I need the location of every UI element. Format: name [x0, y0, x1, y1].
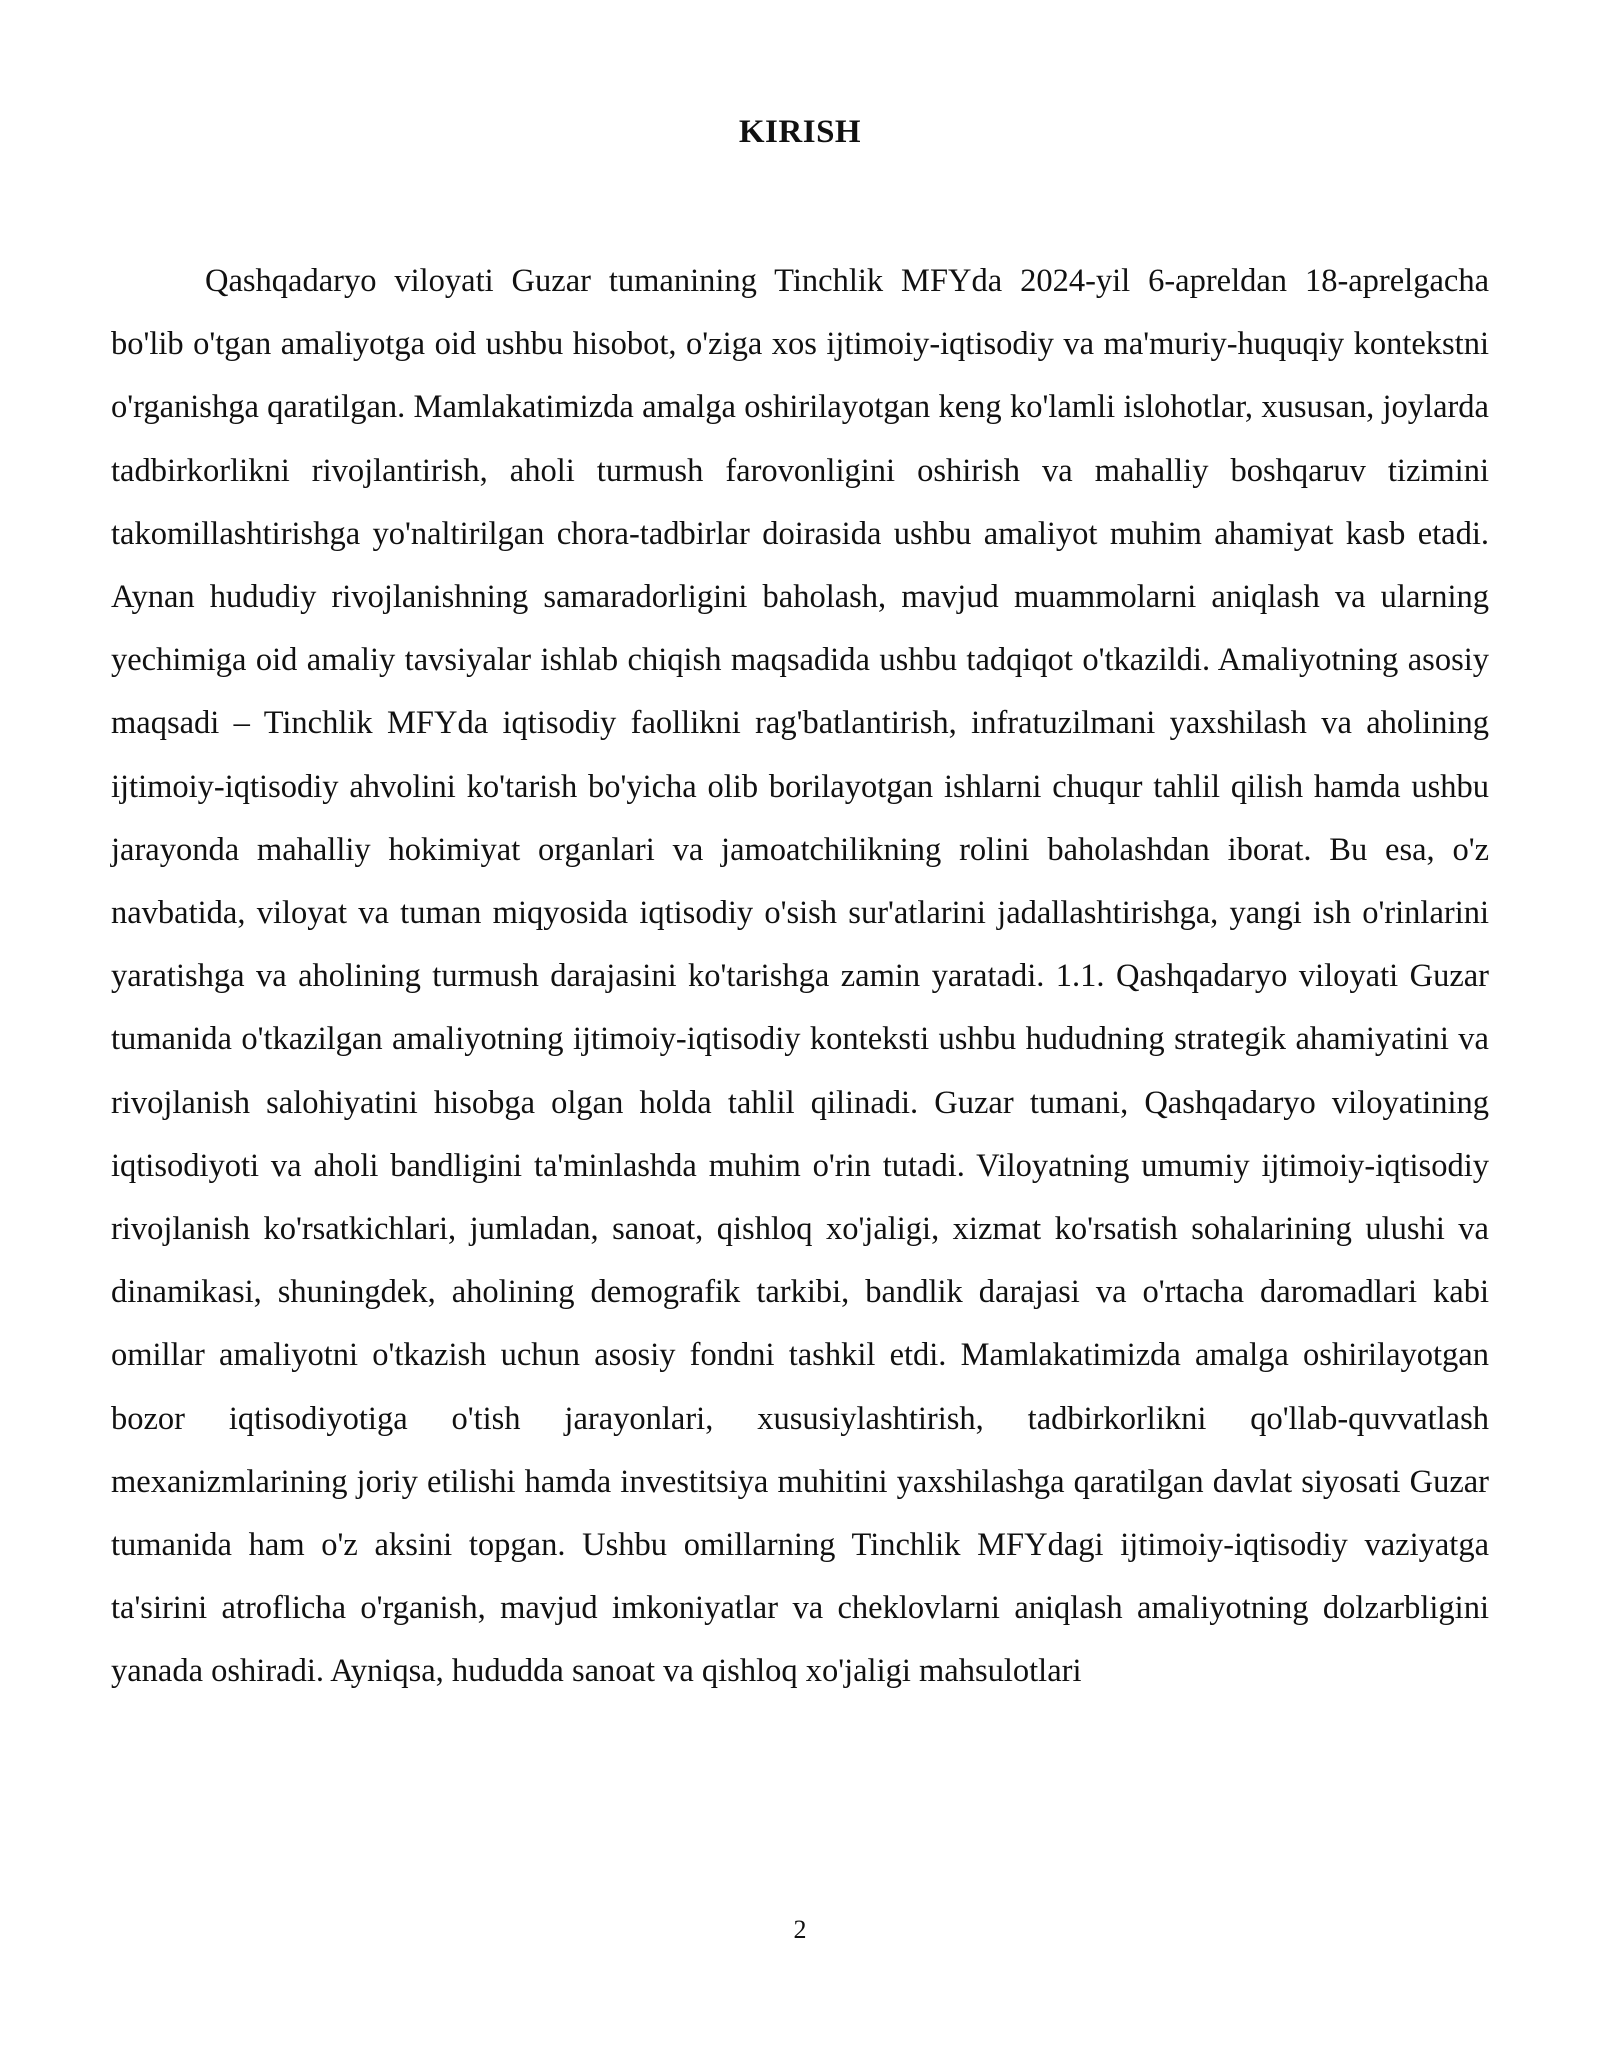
page-number: 2 [793, 1915, 807, 1944]
page-title: KIRISH [738, 114, 862, 150]
body-paragraph: Qashqadaryo viloyati Guzar tumanining Tinchlik MFYda 2024-yil 6-apreldan 18-aprelgacha bo'lib o'tgan amaliyotga oid ushbu hisobot, o'ziga xos ijtimoiy-iqtisodiy va ma'muriy-huquqiy kontekstni o'rganishga qaratilgan. Mamlakatimizda amalga oshirilayotgan keng ko'lamli islohotlar, xususan, joylarda tadbirkorlikni rivojlantirish, aholi turmush farovonligini oshirish va mahalliy boshqaruv tizimini takomillashtirishga yo'naltirilgan chora-tadbirlar doirasida ushbu amaliyot muhim ahamiyat kasb etadi. Aynan hududiy rivojlanishning samaradorligini baholash, mavjud muammolarni aniqlash va ularning yechimiga oid amaliy tavsiyalar ishlab chiqish maqsadida ushbu tadqiqot o'tkazildi. Amaliyotning asosiy maqsadi – Tinchlik MFYda iqtisodiy faollikni rag'batlantirish, infratuzilmani yaxshilash va aholining ijtimoiy-iqtisodiy ahvolini ko'tarish bo'yicha olib borilayotgan ishlarni chuqur tahlil qilish hamda ushbu jarayonda mahalliy hokimiyat organlari va jamoatchilikning rolini baholashdan iborat. Bu esa, o'z navbatida, viloyat va tuman miqyosida iqtisodiy o'sish sur'atlarini jadallashtirishga, yangi ish o'rinlarini yaratishga va aholining turmush darajasini ko'tarishga zamin yaratadi. 1.1. Qashqadaryo viloyati Guzar tumanida o'tkazilgan amaliyotning ijtimoiy-iqtisodiy konteksti ushbu hududning strategik ahamiyatini va rivojlanish salohiyatini hisobga olgan holda tahlil qilinadi. Guzar tumani, Qashqadaryo viloyatining iqtisodiyoti va aholi bandligini ta'minlashda muhim o'rin tutadi. Viloyatning umumiy ijtimoiy-iqtisodiy rivojlanish ko'rsatkichlari, jumladan, sanoat, qishloq xo'jaligi, xizmat ko'rsatish sohalarining ulushi va dinamikasi, shuningdek, aholining demografik tarkibi, bandlik darajasi va o'rtacha daromadlari kabi omillar amaliyotni o'tkazish uchun asosiy fondni tashkil etdi. Mamlakatimizda amalga oshirilayotgan bozor iqtisodiyotiga o'tish jarayonlari, xususiylashtirish, tadbirkorlikni qo'llab-quvvatlash mexanizmlarining joriy etilishi hamda investitsiya muhitini yaxshilashga qaratilgan davlat siyosati Guzar tumanida ham o'z aksini topgan. Ushbu omillarning Tinchlik MFYdagi ijtimoiy-iqtisodiy vaziyatga ta'sirini atroflicha o'rganish, mavjud imkoniyatlar va cheklovlarni aniqlash amaliyotning dolzarbligini yanada oshiradi. Ayniqsa, hududda sanoat va qishloq xo'jaligi mahsulotlari [111, 263, 1489, 1690]
